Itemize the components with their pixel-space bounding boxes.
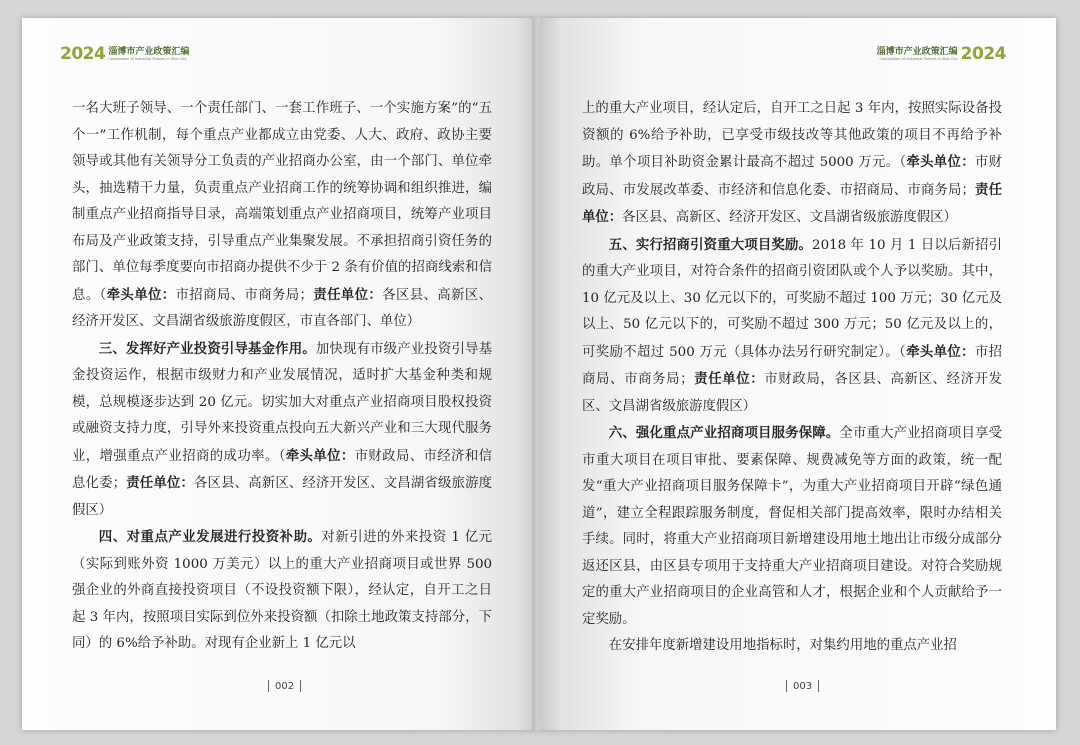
header-title: 淄博市产业政策汇编 (876, 46, 958, 57)
header-year: 2024 (60, 44, 106, 64)
section-heading: 五、实行招商引资重大项目奖励。 (608, 236, 813, 253)
header-subtitle: Compilation of Industrial Policies in Zibo City (879, 56, 958, 61)
header-subtitle: Compilation of Industrial Policies in Zibo City (108, 56, 187, 61)
page-header (874, 42, 1006, 66)
paragraph: 一名大班子领导、一个责任部门、一套工作班子、一个实施方案”的“五个一”工作机制，每个重点产业都成立由党委、人大、政府、政协主要领导或其他有关领导分工负责的产业招商办公室，由一个部门、单位牵头，抽选精干力量，负责重点产业招商工作的统筹协调和组织推进，编制重点产业招商指导目录，高端策划重点产业招商项目，统筹产业项目布局及产业政策支持，引导重点产业集聚发展。不承担招商引资任务的部门、单位每季度要向市招商办提供不少于 2 条有价值的招商线索和信息。（牵头单位：市招商局、市商务局；责任单位：各区县、高新区、经济开发区、文昌湖省级旅游度假区，市直各部门、单位） (72, 101, 493, 329)
right-page (540, 18, 1056, 730)
section-heading: 六、强化重点产业招商项目服务保障。 (608, 425, 840, 441)
header-title-block (877, 47, 958, 62)
header-year: 2024 (960, 44, 1006, 64)
left-page-body (72, 96, 492, 658)
page-header (60, 42, 192, 66)
paragraph: 五、实行招商引资重大项目奖励。2018 年 10 月 1 日以后新招引的重大产业项目，对符合条件的招商引资团队或个人予以奖励。其中，10 亿元及以上、30 亿元以下的，可奖励不超过 100 万元；30 亿元及以上、50 亿元以下的，可奖励不超过 300 万元；50 亿元及以上的，可奖励不超过 500 万元（具体办法另行研究制定）。（牵头单位：市招商局、市商务局；责任单位：市财政局，各区县、高新区、经济开发区、文昌湖省级旅游度假区） (582, 236, 1003, 414)
paragraph: 三、发挥好产业投资引导基金作用。加快现有市级产业投资引导基金投资运作，根据市级财力和产业发展情况，适时扩大基金种类和规模，总规模逐步达到 20 亿元。切实加大对重点产业招商项目股权投资或融资支持力度，引导外来投资重点投向五大新兴产业和三大现代服务业，增强重点产业招商的成功率。（牵头单位：市财政局、市经济和信息化委；责任单位：各区县、高新区、经济开发区、文昌湖省级旅游度假区） (72, 340, 493, 518)
paragraph: 上的重大产业项目，经认定后，自开工之日起 3 年内，按照实际设备投资额的 6%给予补助，已享受市级技改等其他政策的项目不再给予补助。单个项目补助资金累计最高不超过 5000 万元。（牵头单位：市财政局、市发展改革委、市经济和信息化委、市招商局、市商务局；责任单位：各区县、高新区、经济开发区、文昌湖省级旅游度假区） (582, 101, 1003, 225)
left-page (22, 18, 538, 730)
right-page-body (582, 96, 1002, 660)
page-number: 002 (262, 680, 307, 692)
section-heading: 四、对重点产业发展进行投资补助。 (98, 529, 322, 545)
page-number: 003 (780, 680, 825, 692)
paragraph: 四、对重点产业发展进行投资补助。对新引进的外来投资 1 亿元（实际到账外资 1000 万美元）以上的重大产业招商项目或世界 500 强企业的外商直接投资项目（不设投资额下限），经认定，自开工之日起 3 年内，按照项目实际到位外来投资额（扣除土地政策支持部分，下同）的 6%给予补助。对现有企业新上 1 亿元以 (72, 529, 492, 651)
header-title-block (108, 47, 189, 62)
paragraph: 六、强化重点产业招商项目服务保障。全市重大产业招商项目享受市重大项目在项目审批、要素保障、规费减免等方面的政策，统一配发“重大产业招商项目服务保障卡”，为重大产业招商项目开辟“绿色通道”，建立全程跟踪服务制度，督促相关部门提高效率，限时办结相关手续。同时，将重大产业招商项目新增建设用地土地出让市级分成部分返还区县，由区县专项用于支持重大产业招商项目建设。对符合奖励规定的重大产业招商项目的企业高管和人才，根据企业和个人贡献给予一定奖励。 (582, 425, 1003, 627)
header-title: 淄博市产业政策汇编 (108, 46, 190, 57)
paragraph: 在安排年度新增建设用地指标时，对集约用地的重点产业招 (608, 638, 957, 653)
section-heading: 三、发挥好产业投资引导基金作用。 (98, 340, 316, 357)
